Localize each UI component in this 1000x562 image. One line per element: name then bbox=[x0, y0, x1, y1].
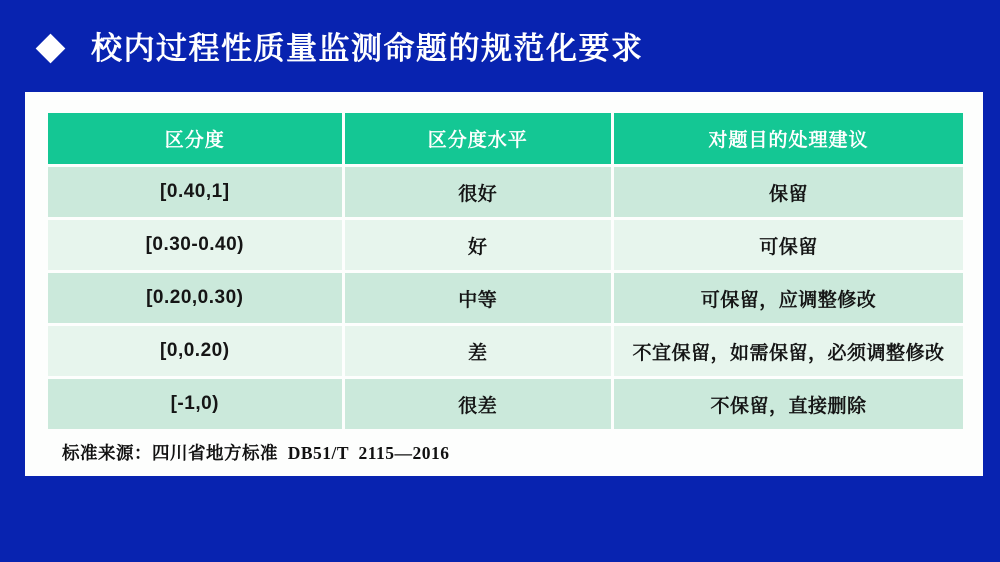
cell-suggestion: 可保留 bbox=[614, 220, 963, 270]
cell-range: [0.40,1] bbox=[48, 167, 342, 217]
table-row bbox=[48, 167, 963, 217]
cell-suggestion: 不宜保留，如需保留，必须调整修改 bbox=[614, 326, 963, 376]
cell-suggestion: 不保留，直接删除 bbox=[614, 379, 963, 429]
table-header-row bbox=[48, 113, 963, 164]
cell-range: [0,0.20) bbox=[48, 326, 342, 376]
table-row bbox=[48, 273, 963, 323]
cell-level: 很好 bbox=[345, 167, 611, 217]
header-cell-discrimination: 区分度 bbox=[48, 113, 342, 164]
discrimination-table bbox=[45, 110, 966, 432]
content-card bbox=[25, 92, 983, 476]
table-row bbox=[48, 326, 963, 376]
page-title: 校内过程性质量监测命题的规范化要求 bbox=[91, 31, 644, 66]
header-cell-suggestion: 对题目的处理建议 bbox=[614, 113, 963, 164]
cell-level: 差 bbox=[345, 326, 611, 376]
cell-level: 中等 bbox=[345, 273, 611, 323]
table-row bbox=[48, 379, 963, 429]
cell-range: [0.30-0.40) bbox=[48, 220, 342, 270]
header-cell-level: 区分度水平 bbox=[345, 113, 611, 164]
cell-range: [-1,0) bbox=[48, 379, 342, 429]
cell-suggestion: 保留 bbox=[614, 167, 963, 217]
slide-title-row bbox=[36, 33, 644, 64]
diamond-bullet-icon bbox=[36, 34, 66, 64]
cell-level: 很差 bbox=[345, 379, 611, 429]
table-row bbox=[48, 220, 963, 270]
cell-suggestion: 可保留，应调整修改 bbox=[614, 273, 963, 323]
source-note: 标准来源：四川省地方标准 DB51/T 2115—2016 bbox=[62, 443, 450, 463]
cell-range: [0.20,0.30) bbox=[48, 273, 342, 323]
cell-level: 好 bbox=[345, 220, 611, 270]
